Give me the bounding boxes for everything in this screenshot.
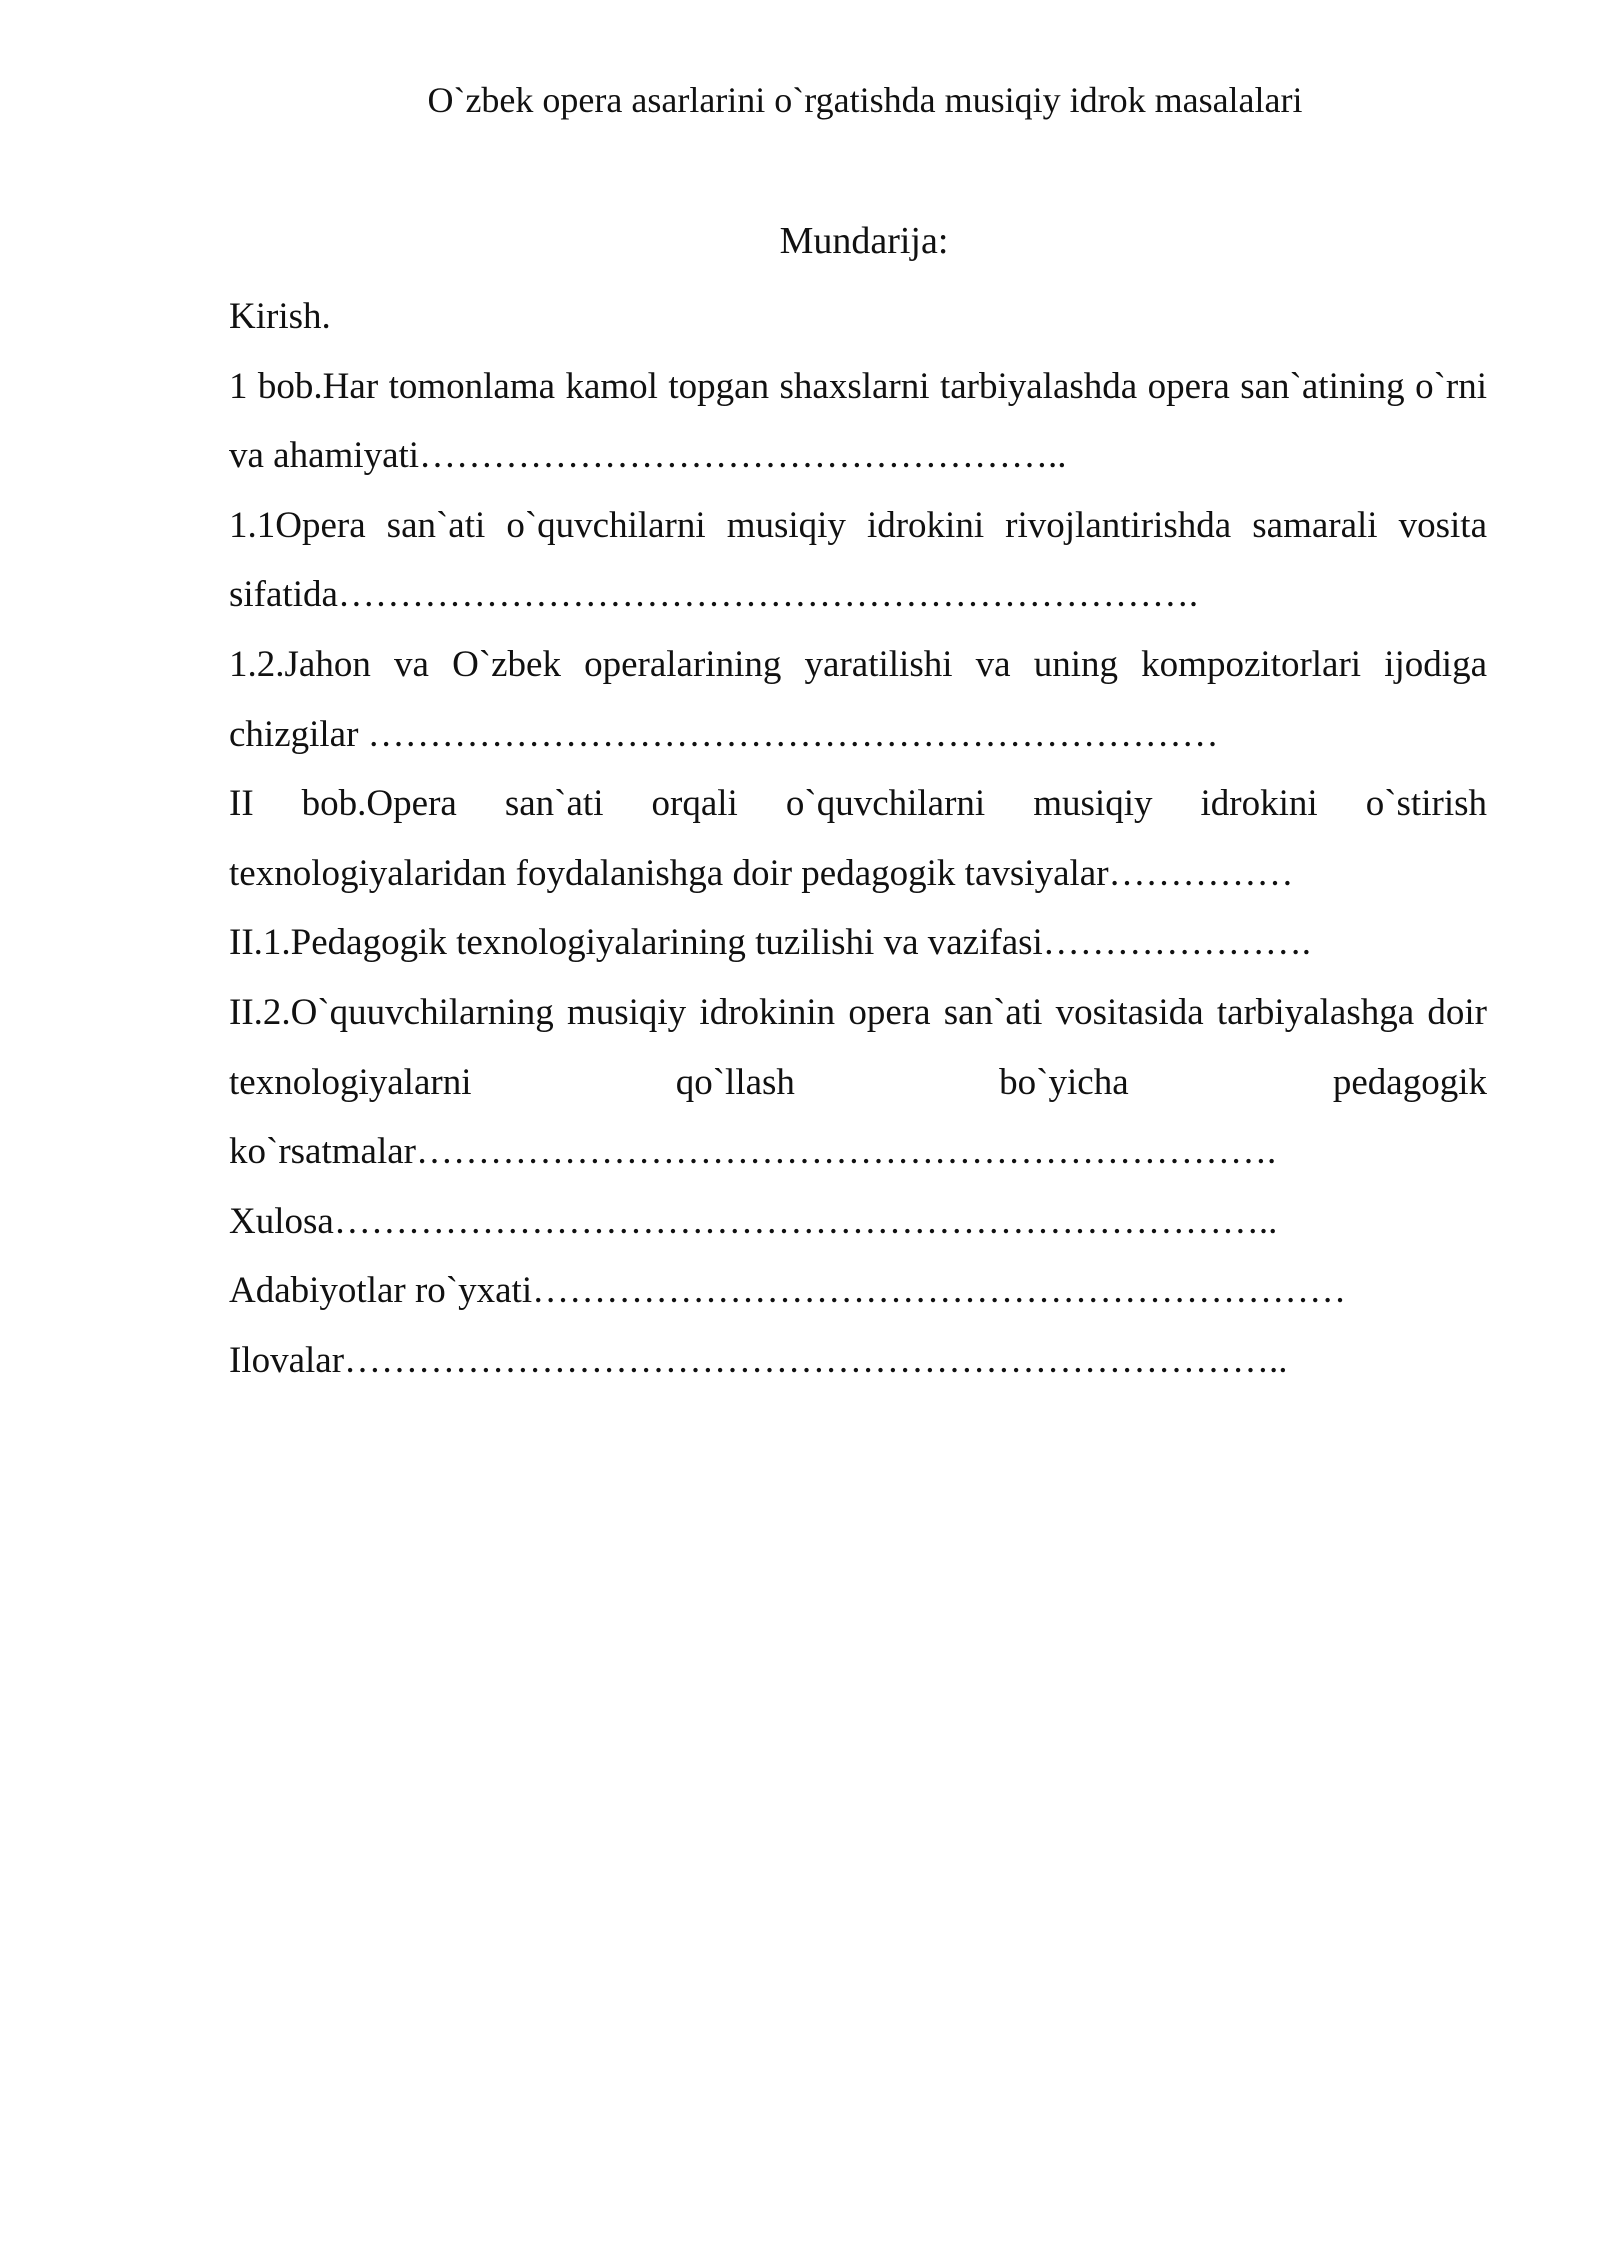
toc-entry-appendices: Ilovalar………………………………………………………………….. xyxy=(229,1339,1288,1381)
toc-entry-chapter-1: 1 bob.Har tomonlama kamol topgan shaxslarni tarbiyalashda opera san`atining o`rni va ahamiyati…………………………………………….. xyxy=(229,365,1487,477)
toc-entry-conclusion: Xulosa………………………………………………………………….. xyxy=(229,1200,1278,1242)
document-title xyxy=(0,72,1600,128)
toc-entry-bibliography: Adabiyotlar ro`yxati………………………………………………………… xyxy=(229,1270,1347,1312)
toc-entry-chapter-2: II bob.Opera san`ati orqali o`quvchilarni musiqiy idrokini o`stirish texnologiyalaridan foydalanishga doir pedagogik tavsiyalar…………… xyxy=(229,783,1487,894)
contents-heading-text: Mundarija: xyxy=(779,220,949,262)
toc-entry-section-2-2: II.2.O`quuvchilarning musiqiy idrokinin opera san`ati vositasida tarbiyalashga doir texnologiyalarni qo`llash bo`yicha pedagogik ko`rsatmalar……………………………………………………………. xyxy=(229,991,1487,1173)
document-title-text: O`zbek opera asarlarini o`rgatishda musiqiy idrok masalalari xyxy=(427,80,1303,120)
toc-entry-section-1-2: 1.2.Jahon va O`zbek operalarining yaratilishi va uning kompozitorlari ijodiga chizgilar …………………………………………………………… xyxy=(229,643,1487,755)
table-of-contents xyxy=(229,282,1487,1396)
toc-entry-section-1-1: 1.1Opera san`ati o`quvchilarni musiqiy idrokini rivojlantirishda samarali vosita sifatida……………………………………………………………. xyxy=(229,504,1487,616)
contents-heading xyxy=(0,213,1600,269)
toc-entry-section-2-1: II.1.Pedagogik texnologiyalarining tuzilishi va vazifasi…………………. xyxy=(229,922,1312,964)
toc-entry-introduction: Kirish. xyxy=(229,296,331,337)
